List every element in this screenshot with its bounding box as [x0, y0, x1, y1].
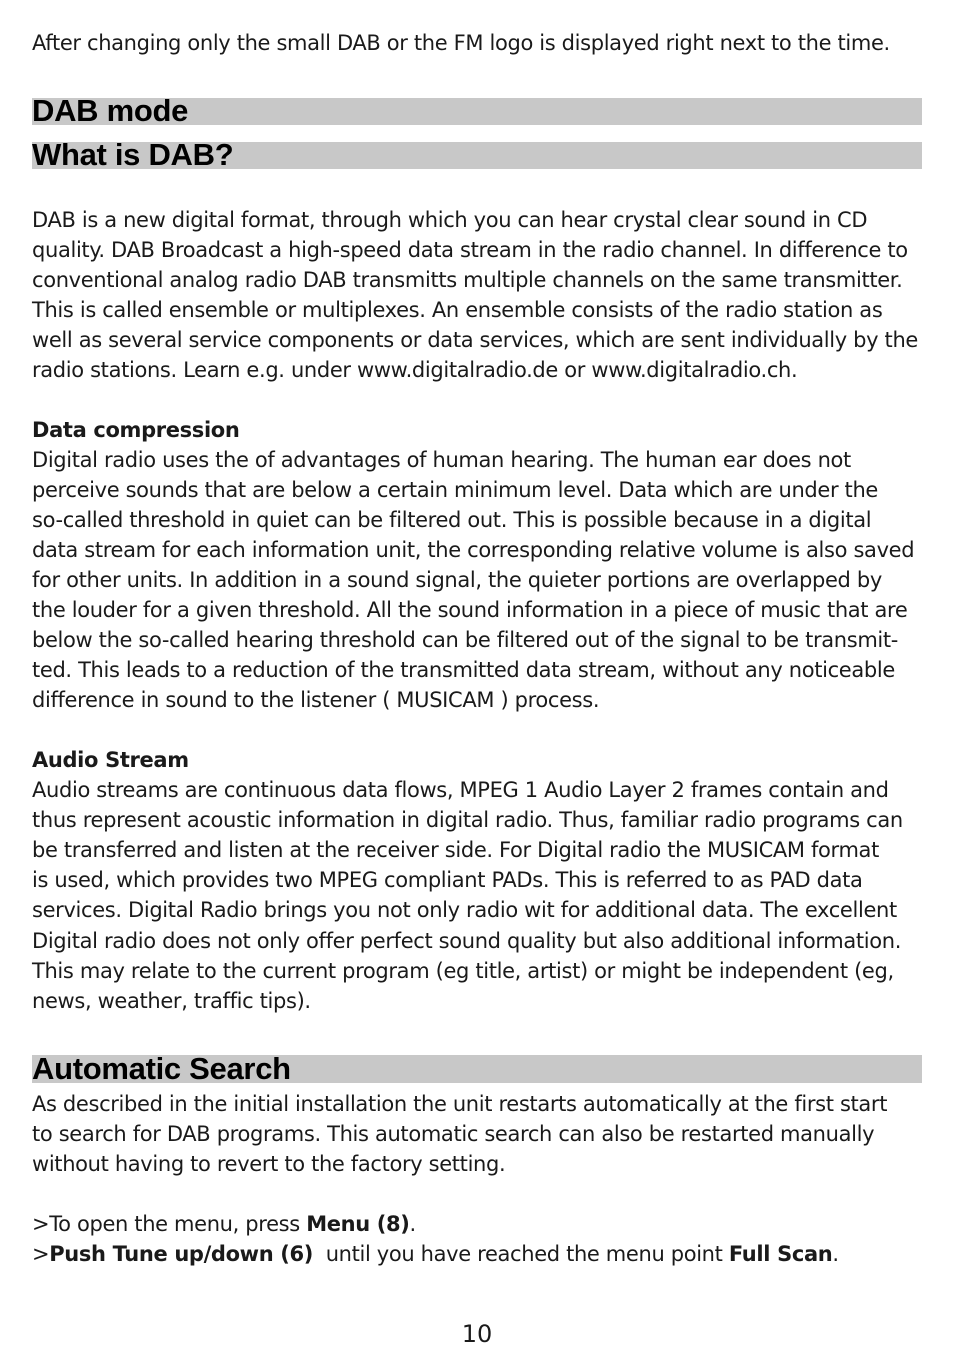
paragraph-line: so-called threshold in quiet can be filtered out. This is possible because in a digital — [32, 508, 872, 532]
paragraph-line: news, weather, traffic tips). — [32, 989, 311, 1013]
paragraph-line: radio stations. Learn e.g. under www.digitalradio.de or www.digitalradio.ch. — [32, 358, 798, 382]
subheading-audio-stream: Audio Stream — [32, 748, 189, 772]
heading-automatic-search: Automatic Search — [32, 1051, 291, 1086]
paragraph-line: thus represent acoustic information in digital radio. Thus, familiar radio programs can — [32, 808, 903, 832]
tune-key-label: Push Tune up/down (6) — [49, 1242, 314, 1266]
paragraph-line: below the so-called hearing threshold can be filtered out of the signal to be transmit- — [32, 628, 899, 652]
paragraph-line: DAB is a new digital format, through which you can hear crystal clear sound in CD — [32, 208, 868, 232]
paragraph-line: Audio streams are continuous data flows, MPEG 1 Audio Layer 2 frames contain and — [32, 778, 889, 802]
instruction-full-scan — [32, 1239, 839, 1269]
instruction-text: >To open the menu, press — [32, 1212, 307, 1236]
paragraph-line: conventional analog radio DAB transmitts multiple channels on the same transmitter. — [32, 268, 903, 292]
paragraph-line: perceive sounds that are below a certain minimum level. Data which are under the — [32, 478, 878, 502]
paragraph-line: services. Digital Radio brings you not only radio wit for additional data. The excellent — [32, 898, 897, 922]
paragraph-line: quality. DAB Broadcast a high-speed data stream in the radio channel. In difference to — [32, 238, 908, 262]
paragraph-line: the louder for a given threshold. All the sound information in a piece of music that are — [32, 598, 908, 622]
paragraph-line: data stream for each information unit, the corresponding relative volume is also saved — [32, 538, 915, 562]
paragraph-line: without having to revert to the factory setting. — [32, 1152, 506, 1176]
intro-text: After changing only the small DAB or the FM logo is displayed right next to the time. — [32, 31, 890, 55]
instruction-text: . — [832, 1242, 839, 1266]
paragraph-line: difference in sound to the listener ( MUSICAM ) process. — [32, 688, 600, 712]
paragraph-line: Digital radio does not only offer perfect sound quality but also additional information. — [32, 929, 902, 953]
heading-dab-mode: DAB mode — [32, 93, 189, 128]
paragraph-line: is used, which provides two MPEG compliant PADs. This is referred to as PAD data — [32, 868, 863, 892]
instruction-open-menu — [32, 1209, 416, 1239]
paragraph-line: This is called ensemble or multiplexes. An ensemble consists of the radio station as — [32, 298, 883, 322]
heading-what-is-dab: What is DAB? — [32, 137, 234, 172]
paragraph-line: to search for DAB programs. This automatic search can also be restarted manually — [32, 1122, 875, 1146]
paragraph-line: be transferred and listen at the receiver side. For Digital radio the MUSICAM format — [32, 838, 879, 862]
instruction-text: until you have reached the menu point — [313, 1242, 729, 1266]
page-number: 10 — [461, 1320, 493, 1348]
full-scan-label: Full Scan — [728, 1242, 833, 1266]
paragraph-line: ted. This leads to a reduction of the transmitted data stream, without any noticeable — [32, 658, 895, 682]
paragraph-line: As described in the initial installation the unit restarts automatically at the first start — [32, 1092, 888, 1116]
menu-key-label: Menu (8) — [306, 1212, 410, 1236]
paragraph-line: well as several service components or data services, which are sent individually by the — [32, 328, 918, 352]
paragraph-line: for other units. In addition in a sound signal, the quieter portions are overlapped by — [32, 568, 882, 592]
paragraph-line: This may relate to the current program (eg title, artist) or might be independent (eg, — [32, 959, 894, 983]
subheading-data-compression: Data compression — [32, 418, 240, 442]
instruction-text: . — [409, 1212, 416, 1236]
paragraph-line: Digital radio uses the of advantages of human hearing. The human ear does not — [32, 448, 851, 472]
instruction-text: > — [32, 1242, 50, 1266]
